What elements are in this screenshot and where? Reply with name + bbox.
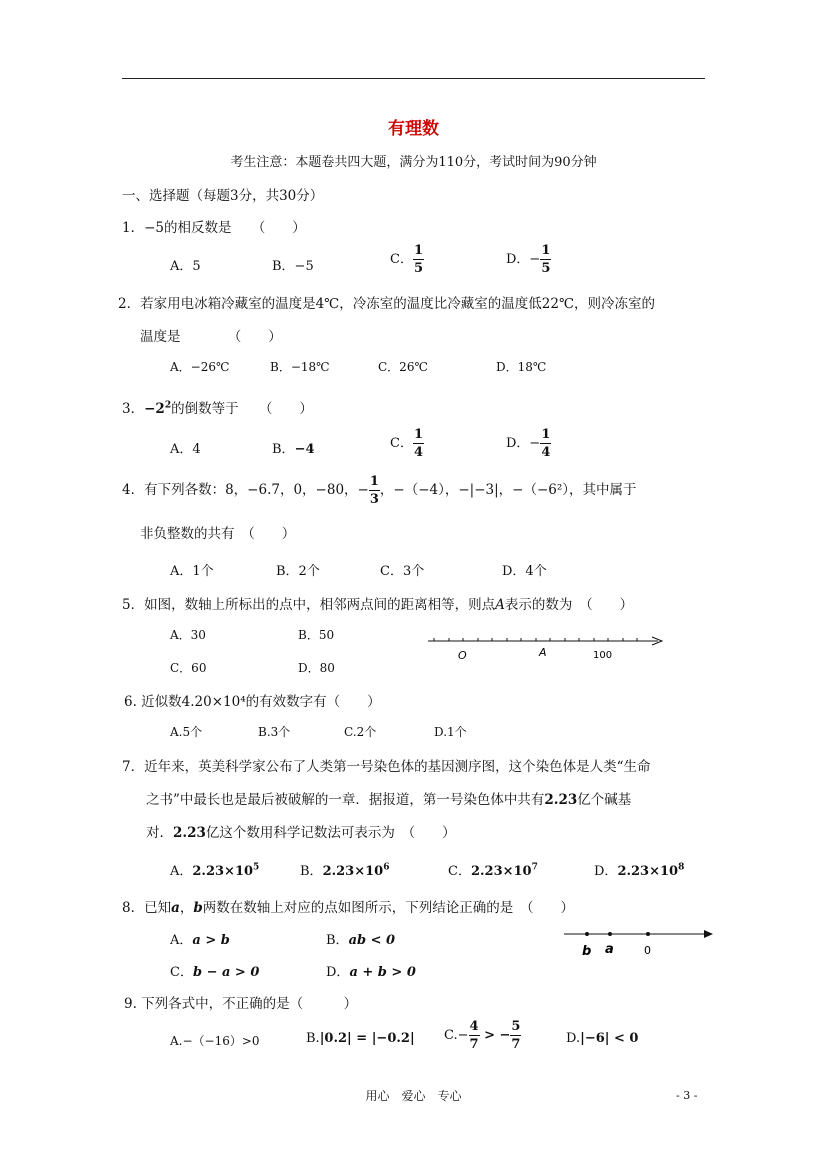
q4-option-b: B．2个 — [276, 564, 320, 579]
q9-option-a: A.−（−16）>0 — [170, 1034, 260, 1048]
q5-axis-label-100: 100 — [593, 650, 613, 661]
q8-option-c: C．b − a > 0 — [170, 965, 260, 980]
q5-number-line — [420, 630, 670, 666]
q2-option-d: D．18℃ — [496, 360, 547, 374]
q4-option-c: C．3个 — [380, 564, 425, 579]
q2-stem-line1: 2．若家用电冰箱冷藏室的温度是4℃，冷冻室的温度比冷藏室的温度低22℃，则冷冻室的 — [118, 296, 656, 312]
q5-axis-label-a: A — [539, 646, 547, 659]
q9-option-b: B.|0.2| = |−0.2| — [306, 1031, 415, 1046]
q2-stem-line2: 温度是 （ ） — [140, 329, 282, 345]
q9-option-c: C.− $\frac{4}{7}$ > − $\frac{5}{7}$ — [444, 1019, 521, 1052]
q6-option-b: B.3个 — [258, 725, 291, 739]
q1-option-b: B．−5 — [272, 259, 314, 274]
q3-stem: 3．$-2^2$的倒数等于 （ ） — [122, 400, 313, 417]
q3-option-a: A．4 — [170, 442, 201, 457]
q1-option-c: C． $\frac{1}{5}$ — [390, 243, 423, 276]
q3-option-b: B．−4 — [272, 442, 315, 457]
q4-option-d: D．4个 — [502, 564, 547, 579]
q9-option-d: D.|−6| < 0 — [566, 1031, 639, 1046]
q3-option-c: C． $\frac{1}{4}$ — [390, 427, 423, 460]
q7-stem-line2: 之书”中最长也是最后被破解的一章．据报道，第一号染色体中共有2.23亿个碱基 — [146, 792, 632, 808]
page-title: 有理数 — [388, 119, 439, 139]
q8-option-d: D．a + b > 0 — [326, 965, 416, 980]
q8-option-b: B．ab < 0 — [326, 933, 396, 948]
q8-stem: 8．已知a，b两数在数轴上对应的点如图所示，下列结论正确的是 （ ） — [122, 900, 575, 916]
q4-stem-line1: 4．有下列各数：8，−6.7，0，−80，− $\frac{1}{3}$ ，−（−4），−|−3|，−（−6²），其中属于 — [122, 474, 637, 507]
q8-point-a — [608, 932, 612, 936]
q2-option-b: B．−18℃ — [270, 360, 330, 374]
q7-option-c: C．$2.23\times 10^7$ — [448, 862, 538, 879]
q1-option-d: D．− $\frac{1}{5}$ — [506, 243, 551, 276]
q5-option-a: A．30 — [170, 628, 206, 642]
q6-option-d: D.1个 — [434, 725, 467, 739]
q4-stem-line2: 非负整数的共有 （ ） — [140, 526, 296, 542]
q4-option-a: A．1个 — [170, 564, 214, 579]
q5-axis-label-o: O — [458, 649, 467, 662]
q1-option-a: A．5 — [170, 259, 201, 274]
q5-option-d: D．80 — [298, 661, 335, 675]
q7-option-d: D．$2.23\times 10^8$ — [594, 862, 685, 879]
footer-slogan: 用心 爱心 专心 — [365, 1089, 462, 1103]
q9-stem: 9. 下列各式中，不正确的是（ ） — [124, 996, 358, 1012]
section-heading: 一、选择题（每题3分，共30分） — [122, 188, 324, 204]
q8-axis-label-zero: 0 — [644, 944, 651, 957]
q5-option-b: B．50 — [298, 628, 335, 642]
q6-stem: 6. 近似数4.20×10⁴的有效数字有（ ） — [124, 694, 381, 710]
q8-number-line — [560, 922, 720, 962]
q7-option-b: B．$2.23\times 10^6$ — [300, 862, 390, 879]
q2-option-c: C．26℃ — [378, 360, 428, 374]
q2-option-a: A．−26℃ — [170, 360, 230, 374]
q6-option-a: A.5个 — [170, 725, 203, 739]
q5-stem: 5．如图，数轴上所标出的点中，相邻两点间的距离相等，则点A表示的数为 （ ） — [122, 597, 634, 613]
q7-stem-line3: 对．2.23亿这个数用科学记数法可表示为 （ ） — [146, 825, 456, 841]
q8-point-zero — [646, 932, 650, 936]
q7-stem-line1: 7．近年来，英美科学家公布了人类第一号染色体的基因测序图，这个染色体是人类“生命 — [122, 759, 651, 775]
header-rule — [122, 78, 705, 79]
q8-axis-label-a: a — [605, 942, 614, 957]
q3-option-d: D．− $\frac{1}{4}$ — [506, 427, 551, 460]
q8-option-a: A．a > b — [170, 933, 230, 948]
q7-option-a: A．$2.23\times 10^5$ — [170, 862, 260, 879]
q5-option-c: C．60 — [170, 661, 207, 675]
q8-axis-label-b: b — [582, 944, 592, 959]
q1-stem: 1．−5的相反数是 （ ） — [122, 220, 306, 236]
exam-notice: 考生注意：本题卷共四大题，满分为110分，考试时间为90分钟 — [230, 155, 597, 170]
q6-option-c: C.2个 — [344, 725, 377, 739]
q8-point-b — [585, 932, 589, 936]
page-number: - 3 - — [676, 1089, 698, 1102]
